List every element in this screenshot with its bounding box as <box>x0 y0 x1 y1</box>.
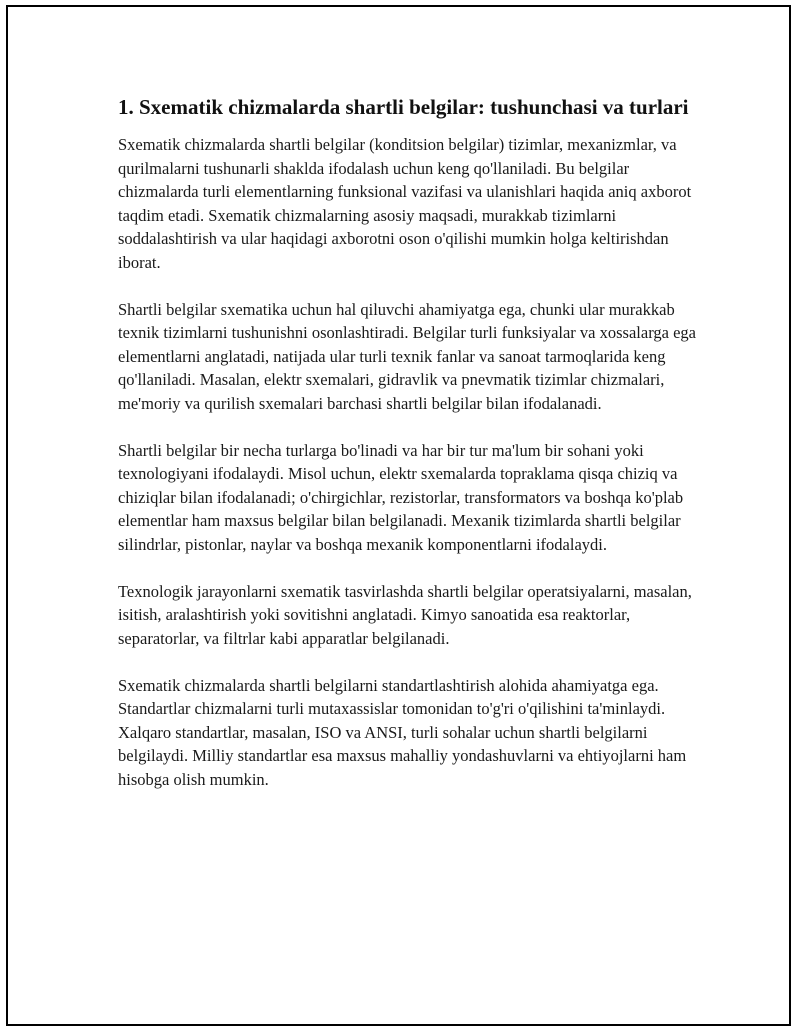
paragraph-2: Shartli belgilar sxematika uchun hal qiluvchi ahamiyatga ega, chunki ular murakkab texnik tizimlarni tushunishni osonlashtiradi. Belgilar turli funksiyalar va xossalarga ega elementlarni anglatadi, natijada ular turli texnik fanlar va sanoat tarmoqlarida keng qo'llaniladi. Masalan, elektr sxemalari, gidravlik va pnevmatik tizimlar chizmalari, me'moriy va qurilish sxemalari barchasi shartli belgilar bilan ifodalanadi. <box>118 299 696 413</box>
paragraph-1: Sxematik chizmalarda shartli belgilar (konditsion belgilar) tizimlar, mexanizmlar, va qurilmalarni tushunarli shaklda ifodalash uchun keng qo'llaniladi. Bu belgilar chizmalarda turli elementlarning funksional vazifasi va ulanishlari haqida aniq axborot taqdim etadi. Sxematik chizmalarning asosiy maqsadi, murakkab tizimlarni soddalashtirish va ular haqidagi axborotni oson o'qilishi mumkin holga keltirishdan iborat. <box>118 135 692 272</box>
document-body <box>118 93 698 791</box>
paragraph-3: Shartli belgilar bir necha turlarga bo'linadi va har bir tur ma'lum bir sohani yoki texnologiyani ifodalaydi. Misol uchun, elektr sxemalarda topraklama qisqa chiziq va chiziqlar bilan ifodalanadi; o'chirgichlar, rezistorlar, transformators va boshqa ko'plab elementlar ham maxsus belgilar bilan belgilanadi. Mexanik tizimlarda shartli belgilar silindrlar, pistonlar, naylar va boshqa mexanik komponentlarni ifodalaydi. <box>118 440 684 554</box>
paragraph-5: Sxematik chizmalarda shartli belgilarni standartlashtirish alohida ahamiyatga ega. Standartlar chizmalarni turli mutaxassislar tomonidan to'g'ri o'qilishini ta'minlaydi. Xalqaro standartlar, masalan, ISO va ANSI, turli sohalar uchun shartli belgilarni belgilaydi. Milliy standartlar esa maxsus mahalliy yondashuvlarni va ehtiyojlarni ham hisobga olish mumkin. <box>118 675 687 789</box>
section-heading: 1. Sxematik chizmalarda shartli belgilar: tushunchasi va turlari <box>118 95 689 119</box>
paragraph-4: Texnologik jarayonlarni sxematik tasvirlashda shartli belgilar operatsiyalarni, masalan, isitish, aralashtirish yoki sovitishni anglatadi. Kimyo sanoatida esa reaktorlar, separatorlar, va filtrlar kabi apparatlar belgilanadi. <box>118 581 692 648</box>
